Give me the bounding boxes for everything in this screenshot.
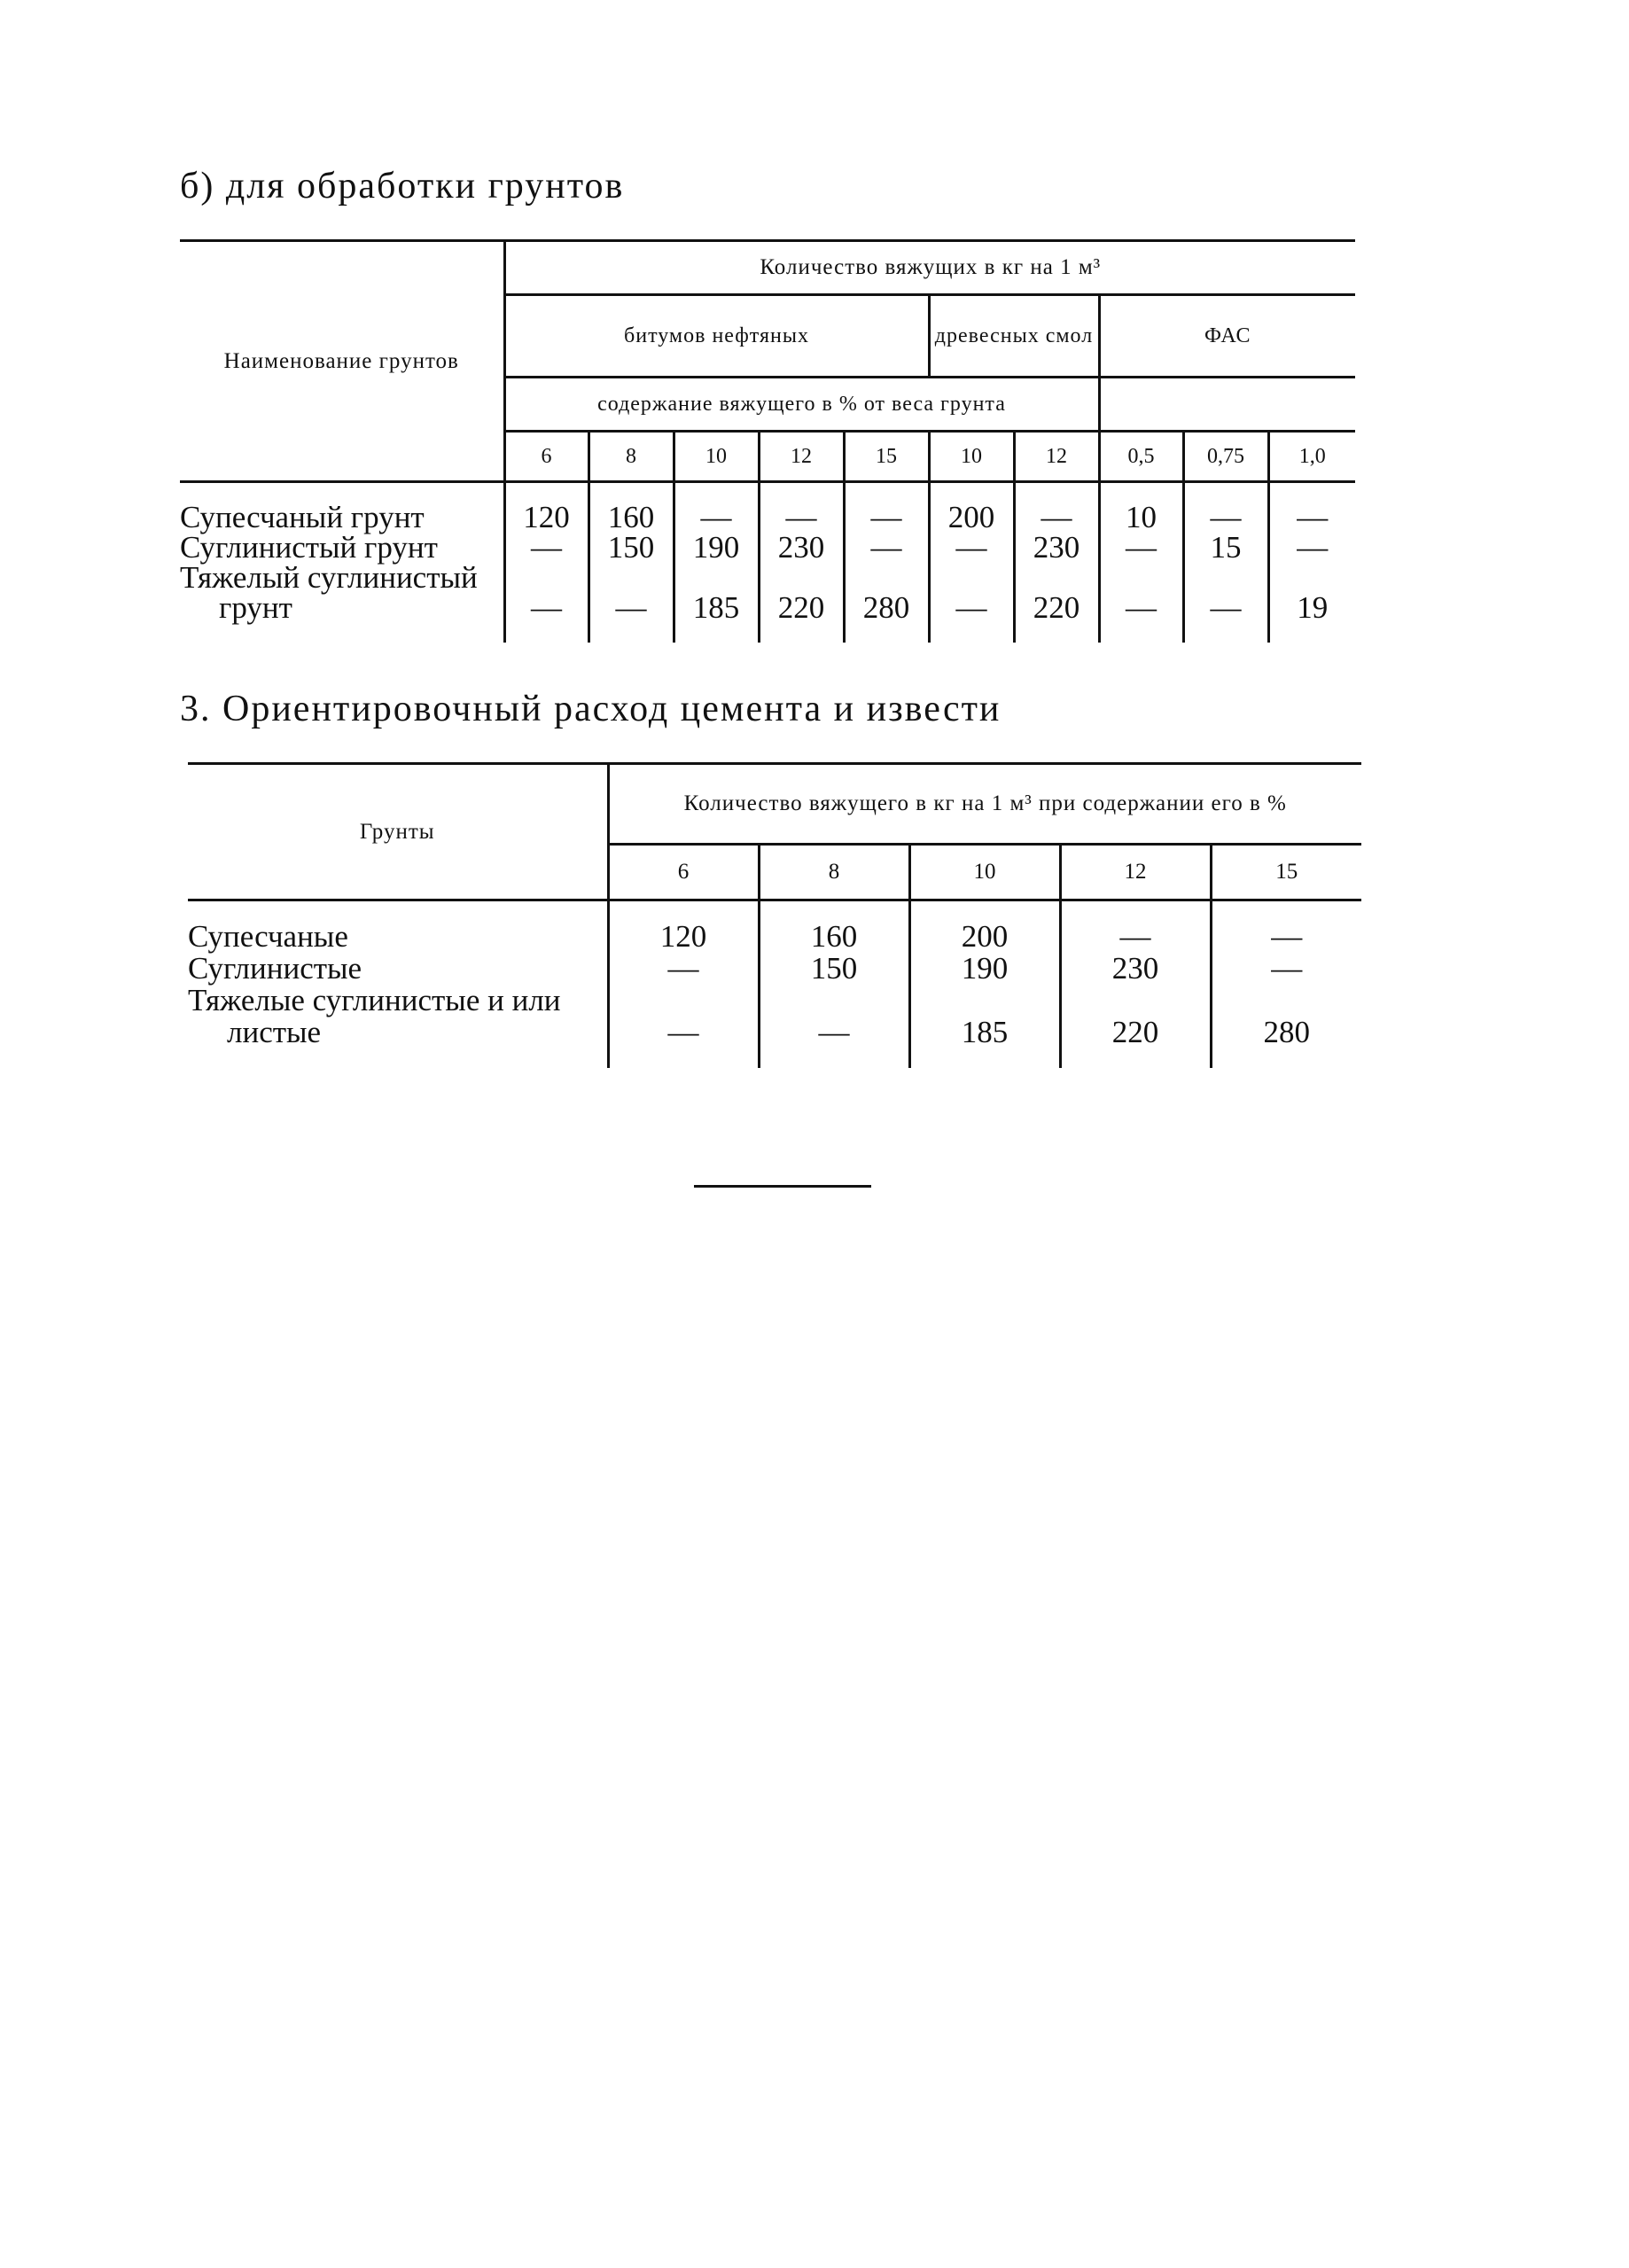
pct-cell: 10 [929,432,1014,482]
value-cell: — [759,1017,909,1068]
group-bitumen: битумов нефтяных [504,295,929,378]
value-cell: 190 [674,533,759,563]
value-cell: — [929,533,1014,563]
row-label-header: Наименование грунтов [180,241,504,482]
pct-cell: 12 [759,432,844,482]
value-cell: — [1183,482,1268,534]
value-cell: 200 [909,900,1060,954]
pct-cell: 10 [909,845,1060,900]
row-label-header: Грунты [188,764,608,900]
row-name: Суглинистые [188,951,362,986]
value-cell: 120 [504,482,588,534]
value-cell: — [608,1017,759,1068]
table-row [188,985,1361,1017]
value-cell: — [1211,900,1361,954]
value-cell: 200 [929,482,1014,534]
pct-cell: 6 [504,432,588,482]
value-cell: — [588,593,674,643]
value-cell: — [1014,482,1099,534]
value-cell: — [1099,533,1183,563]
table-row [180,533,1355,563]
value-cell: 10 [1099,482,1183,534]
pct-cell: 15 [844,432,929,482]
row-name: Суглинистый грунт [180,530,438,565]
table-row [180,482,1355,534]
value-cell: — [608,953,759,985]
table-row [188,1017,1361,1068]
value-cell: 220 [1060,1017,1211,1068]
binder-consumption-table [180,239,1355,643]
value-cell: 150 [759,953,909,985]
value-cell: 160 [759,900,909,954]
value-cell: — [504,533,588,563]
pct-cell: 10 [674,432,759,482]
pct-cell: 8 [588,432,674,482]
value-cell: 120 [608,900,759,954]
group-wood-resin: древесных смол [929,295,1099,378]
value-cell: — [759,482,844,534]
value-cell: — [1211,953,1361,985]
section-3-heading: 3. Ориентировочный расход цемента и извести [180,689,1002,729]
pct-cell: 15 [1211,845,1361,900]
section-b-heading: б) для обработки грунтов [180,166,625,207]
cement-lime-consumption-table [188,762,1361,1068]
value-cell: 190 [909,953,1060,985]
value-cell: — [929,593,1014,643]
value-cell: 230 [1014,533,1099,563]
pct-cell: 0,75 [1183,432,1268,482]
pct-cell: 0,5 [1099,432,1183,482]
value-cell: — [844,482,929,534]
row-name: Супесчаные [188,919,348,954]
value-cell: 19 [1268,593,1355,643]
value-cell: 280 [844,593,929,643]
table-row [180,563,1355,593]
value-cell: 160 [588,482,674,534]
value-cell: — [1099,593,1183,643]
value-cell: 230 [759,533,844,563]
value-cell: 230 [1060,953,1211,985]
end-divider [694,1185,871,1188]
value-cell: 220 [759,593,844,643]
row-name-cont: листые [227,1015,322,1049]
quantity-header: Количество вяжущих в кг на 1 м³ [504,241,1355,295]
group-fas: ФАС [1099,295,1355,378]
row-name: Тяжелые суглинистые и или [188,983,561,1017]
value-cell: 15 [1183,533,1268,563]
table-row [188,953,1361,985]
row-name: Супесчаный грунт [180,500,425,534]
pct-cell: 12 [1014,432,1099,482]
content-label: содержание вяжущего в % от веса грунта [504,378,1099,432]
value-cell: — [1268,533,1355,563]
value-cell: 185 [674,593,759,643]
value-cell: 150 [588,533,674,563]
value-cell: 220 [1014,593,1099,643]
pct-cell: 6 [608,845,759,900]
pct-cell: 8 [759,845,909,900]
value-cell: — [504,593,588,643]
value-cell: — [674,482,759,534]
pct-cell: 1,0 [1268,432,1355,482]
table-row [180,593,1355,643]
value-cell: — [1060,900,1211,954]
quantity-header: Количество вяжущего в кг на 1 м³ при содержании его в % [608,764,1361,845]
value-cell: — [1268,482,1355,534]
value-cell: — [844,533,929,563]
value-cell: 280 [1211,1017,1361,1068]
pct-cell: 12 [1060,845,1211,900]
value-cell: 185 [909,1017,1060,1068]
table-row [188,900,1361,954]
value-cell: — [1183,593,1268,643]
row-name: Тяжелый суглинистый [180,560,478,595]
row-name-cont: грунт [219,590,292,625]
